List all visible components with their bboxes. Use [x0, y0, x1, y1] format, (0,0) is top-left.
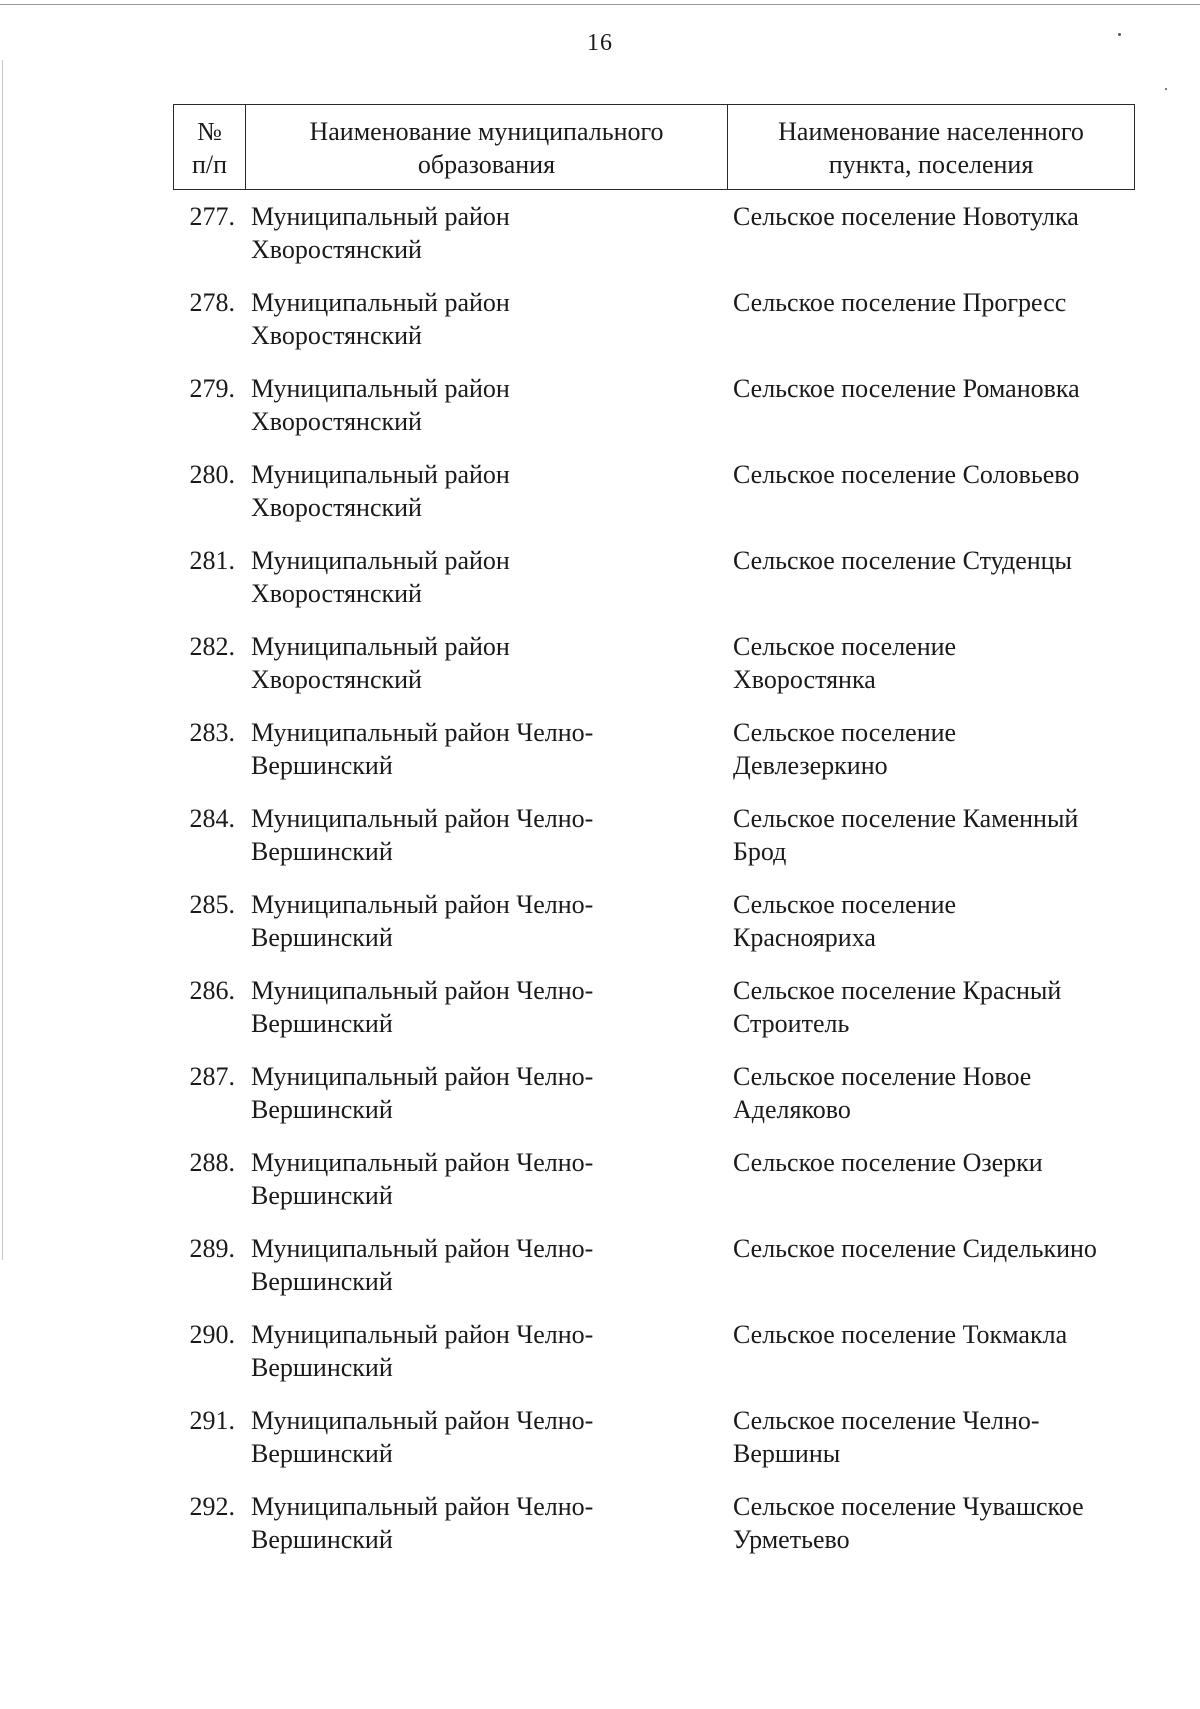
row-municipality: Муниципальный район Хворостянский: [251, 202, 510, 264]
table-row: [173, 458, 1135, 544]
header-municipality: [246, 105, 728, 189]
header-settlement: [728, 105, 1134, 189]
page-number: 16: [587, 30, 613, 56]
row-settlement: Сельское поселение Прогресс: [733, 288, 1067, 317]
scan-speck: [1165, 88, 1167, 90]
table-row: [173, 200, 1135, 286]
table-row: [173, 1318, 1135, 1404]
table-row: [173, 802, 1135, 888]
header-settlement-label: Наименование населенного пункта, поселения: [778, 117, 1084, 179]
row-municipality: Муниципальный район Хворостянский: [251, 288, 510, 350]
row-settlement: Сельское поселение Токмакла: [733, 1320, 1068, 1349]
row-number: 290.: [189, 1320, 235, 1349]
row-municipality: Муниципальный район Челно- Вершинский: [251, 1320, 594, 1382]
row-number: 285.: [189, 890, 235, 919]
row-number: 284.: [189, 804, 235, 833]
table-row: [173, 1146, 1135, 1232]
table-row: [173, 716, 1135, 802]
row-municipality: Муниципальный район Хворостянский: [251, 460, 510, 522]
header-number: [174, 105, 246, 189]
table-body: [173, 200, 1135, 1576]
row-number: 286.: [189, 976, 235, 1005]
header-number-label: № п/п: [191, 117, 228, 179]
row-municipality: Муниципальный район Челно- Вершинский: [251, 890, 594, 952]
row-number: 287.: [189, 1062, 235, 1091]
row-municipality: Муниципальный район Челно- Вершинский: [251, 1234, 594, 1296]
row-number: 281.: [189, 546, 235, 575]
table-row: [173, 1490, 1135, 1576]
row-municipality: Муниципальный район Челно- Вершинский: [251, 1148, 594, 1210]
row-settlement: Сельское поселение Краснояриха: [733, 890, 957, 952]
row-number: 280.: [189, 460, 235, 489]
row-settlement: Сельское поселение Сиделькино: [733, 1234, 1097, 1263]
table-row: [173, 974, 1135, 1060]
row-municipality: Муниципальный район Челно- Вершинский: [251, 718, 594, 780]
row-settlement: Сельское поселение Романовка: [733, 374, 1080, 403]
row-number: 288.: [189, 1148, 235, 1177]
row-settlement: Сельское поселение Студенцы: [733, 546, 1073, 575]
scan-edge-top: [0, 4, 1200, 5]
table-row: [173, 1404, 1135, 1490]
row-number: 279.: [189, 374, 235, 403]
row-number: 292.: [189, 1492, 235, 1521]
table-row: [173, 1060, 1135, 1146]
row-municipality: Муниципальный район Челно- Вершинский: [251, 1406, 594, 1468]
table-row: [173, 372, 1135, 458]
row-number: 283.: [189, 718, 235, 747]
table-header: [173, 104, 1135, 190]
row-number: 291.: [189, 1406, 235, 1435]
row-settlement: Сельское поселение Хворостянка: [733, 632, 957, 694]
row-settlement: Сельское поселение Девлезеркино: [733, 718, 957, 780]
row-settlement: Сельское поселение Новое Аделяково: [733, 1062, 1032, 1124]
row-municipality: Муниципальный район Челно- Вершинский: [251, 1062, 594, 1124]
row-settlement: Сельское поселение Соловьево: [733, 460, 1080, 489]
row-settlement: Сельское поселение Красный Строитель: [733, 976, 1062, 1038]
header-municipality-label: Наименование муниципального образования: [309, 117, 664, 179]
table-row: [173, 1232, 1135, 1318]
table-row: [173, 630, 1135, 716]
table-row: [173, 544, 1135, 630]
row-municipality: Муниципальный район Челно- Вершинский: [251, 976, 594, 1038]
row-settlement: Сельское поселение Каменный Брод: [733, 804, 1079, 866]
scan-edge-left: [2, 60, 3, 1260]
row-number: 282.: [189, 632, 235, 661]
row-settlement: Сельское поселение Челно- Вершины: [733, 1406, 1040, 1468]
row-municipality: Муниципальный район Хворостянский: [251, 632, 510, 694]
row-settlement: Сельское поселение Чувашское Урметьево: [733, 1492, 1084, 1554]
row-municipality: Муниципальный район Челно- Вершинский: [251, 804, 594, 866]
table-row: [173, 286, 1135, 372]
row-settlement: Сельское поселение Озерки: [733, 1148, 1043, 1177]
table-row: [173, 888, 1135, 974]
row-number: 277.: [189, 202, 235, 231]
row-settlement: Сельское поселение Новотулка: [733, 202, 1079, 231]
row-municipality: Муниципальный район Хворостянский: [251, 374, 510, 436]
row-municipality: Муниципальный район Хворостянский: [251, 546, 510, 608]
row-number: 289.: [189, 1234, 235, 1263]
row-municipality: Муниципальный район Челно- Вершинский: [251, 1492, 594, 1554]
row-number: 278.: [189, 288, 235, 317]
